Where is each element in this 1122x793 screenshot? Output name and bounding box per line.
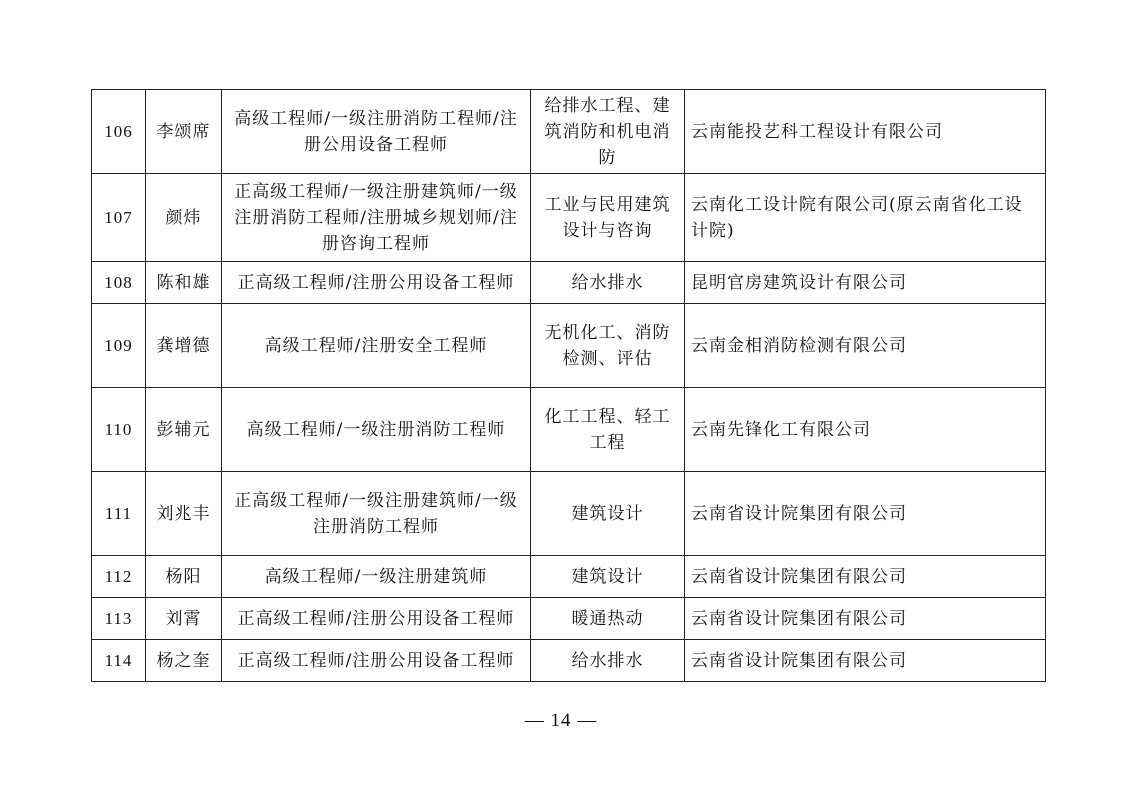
row-number: 111	[92, 472, 146, 556]
professional-title: 正高级工程师/注册公用设备工程师	[222, 640, 531, 682]
professional-title: 正高级工程师/一级注册建筑师/一级注册消防工程师	[222, 472, 531, 556]
row-number: 114	[92, 640, 146, 682]
expert-name: 龚增德	[146, 304, 222, 388]
professional-title: 正高级工程师/一级注册建筑师/一级注册消防工程师/注册城乡规划师/注册咨询工程师	[222, 174, 531, 262]
specialty: 给水排水	[531, 640, 685, 682]
row-number: 107	[92, 174, 146, 262]
expert-name: 刘兆丰	[146, 472, 222, 556]
specialty: 暖通热动	[531, 598, 685, 640]
professional-title: 高级工程师/一级注册消防工程师	[222, 388, 531, 472]
specialty: 无机化工、消防检测、评估	[531, 304, 685, 388]
row-number: 113	[92, 598, 146, 640]
company: 云南金相消防检测有限公司	[685, 304, 1046, 388]
specialty: 给水排水	[531, 262, 685, 304]
table-row	[92, 262, 1046, 304]
company: 云南化工设计院有限公司(原云南省化工设计院)	[685, 174, 1046, 262]
company: 云南能投艺科工程设计有限公司	[685, 90, 1046, 174]
row-number: 110	[92, 388, 146, 472]
expert-name: 杨阳	[146, 556, 222, 598]
professional-title: 高级工程师/一级注册消防工程师/注册公用设备工程师	[222, 90, 531, 174]
table-row	[92, 472, 1046, 556]
row-number: 109	[92, 304, 146, 388]
table-row	[92, 556, 1046, 598]
expert-name: 彭辅元	[146, 388, 222, 472]
table-row	[92, 174, 1046, 262]
professional-title: 高级工程师/注册安全工程师	[222, 304, 531, 388]
expert-name: 陈和雄	[146, 262, 222, 304]
table-row	[92, 388, 1046, 472]
professional-title: 高级工程师/一级注册建筑师	[222, 556, 531, 598]
company: 云南省设计院集团有限公司	[685, 640, 1046, 682]
expert-name: 刘霄	[146, 598, 222, 640]
table-row	[92, 598, 1046, 640]
specialty: 建筑设计	[531, 472, 685, 556]
row-number: 108	[92, 262, 146, 304]
table-row	[92, 304, 1046, 388]
professional-title: 正高级工程师/注册公用设备工程师	[222, 598, 531, 640]
company: 云南先锋化工有限公司	[685, 388, 1046, 472]
table-row	[92, 640, 1046, 682]
expert-name: 颜炜	[146, 174, 222, 262]
specialty: 化工工程、轻工工程	[531, 388, 685, 472]
row-number: 112	[92, 556, 146, 598]
expert-table	[91, 89, 1046, 682]
company: 云南省设计院集团有限公司	[685, 472, 1046, 556]
company: 云南省设计院集团有限公司	[685, 598, 1046, 640]
page-number: — 14 —	[524, 710, 598, 731]
company: 云南省设计院集团有限公司	[685, 556, 1046, 598]
row-number: 106	[92, 90, 146, 174]
table-row	[92, 90, 1046, 174]
specialty: 给排水工程、建筑消防和机电消防	[531, 90, 685, 174]
specialty: 建筑设计	[531, 556, 685, 598]
professional-title: 正高级工程师/注册公用设备工程师	[222, 262, 531, 304]
company: 昆明官房建筑设计有限公司	[685, 262, 1046, 304]
specialty: 工业与民用建筑设计与咨询	[531, 174, 685, 262]
expert-name: 杨之奎	[146, 640, 222, 682]
expert-name: 李颂席	[146, 90, 222, 174]
